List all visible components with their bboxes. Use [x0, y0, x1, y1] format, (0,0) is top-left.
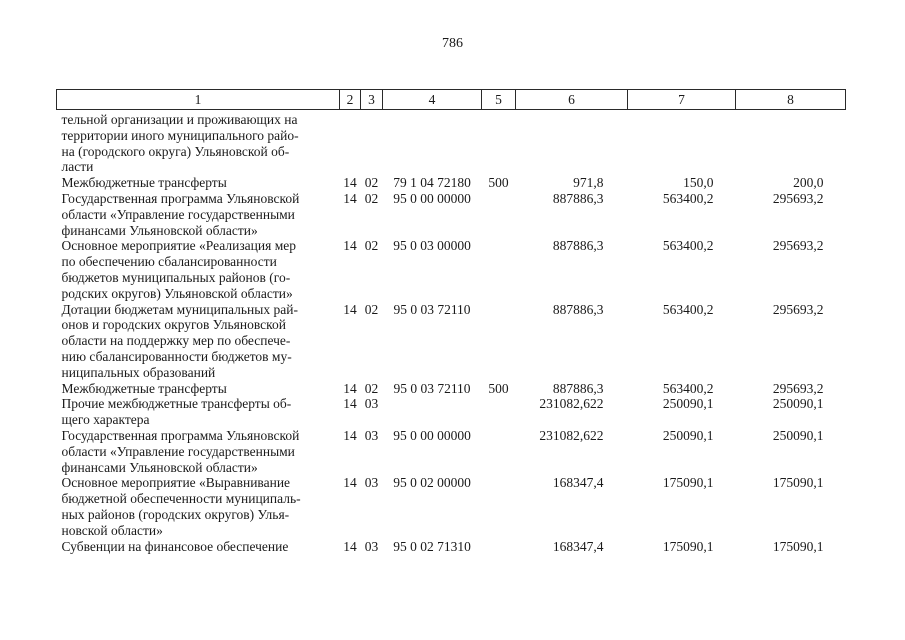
cell-expense-type	[482, 396, 516, 428]
cell-section: 14	[343, 238, 357, 254]
cell-subsection	[361, 110, 383, 176]
cell-section: 14	[343, 475, 357, 491]
cell-item-name	[57, 381, 340, 397]
item-name-line: области «Управление государственными	[61, 206, 295, 222]
column-header-4: 4	[383, 90, 482, 110]
cell-amount-col6: 231082,622	[539, 396, 604, 412]
cell-amount-col8: 250090,1	[772, 396, 824, 412]
item-name-line: Основное мероприятие «Выравнивание	[61, 475, 291, 491]
column-header-5: 5	[482, 90, 516, 110]
budget-table	[56, 89, 846, 554]
item-name-line: щего характера	[61, 412, 150, 428]
table-row	[57, 238, 846, 301]
table-row	[57, 381, 846, 397]
item-name-line: Дотации бюджетам муниципальных рай-	[61, 301, 298, 317]
cell-section: 14	[343, 427, 357, 443]
cell-target-article: 95 0 00 00000	[393, 427, 471, 443]
table-body	[57, 110, 846, 555]
cell-expense-type	[482, 475, 516, 538]
cell-amount-col8: 295693,2	[772, 190, 824, 206]
table-header	[57, 90, 846, 110]
cell-amount-col6: 887886,3	[552, 190, 604, 206]
cell-amount-col8: 175090,1	[772, 475, 824, 491]
cell-amount-col7: 175090,1	[662, 538, 714, 554]
column-header-1: 1	[57, 90, 340, 110]
cell-amount-col6: 887886,3	[552, 380, 604, 396]
cell-expense-type	[482, 428, 516, 475]
cell-amount-col6	[516, 110, 628, 176]
cell-expense-type	[482, 539, 516, 555]
item-name-line: финансами Ульяновской области»	[61, 222, 258, 238]
cell-amount-col7: 563400,2	[662, 301, 714, 317]
cell-target-article: 95 0 02 71310	[393, 538, 471, 554]
column-header-8: 8	[736, 90, 846, 110]
cell-target-article: 95 0 03 72110	[393, 301, 471, 317]
cell-subsection: 02	[364, 175, 379, 191]
cell-section	[340, 110, 361, 176]
cell-subsection: 03	[364, 427, 379, 443]
cell-subsection: 03	[364, 538, 379, 554]
cell-amount-col7	[628, 110, 736, 176]
cell-item-name	[57, 302, 340, 381]
cell-subsection: 02	[364, 190, 379, 206]
column-header-2: 2	[340, 90, 361, 110]
table-row	[57, 175, 846, 191]
cell-amount-col8: 250090,1	[772, 427, 824, 443]
cell-amount-col8: 175090,1	[772, 538, 824, 554]
cell-expense-type: 500	[488, 175, 509, 191]
cell-expense-type	[482, 110, 516, 176]
item-name-line: тельной организации и проживающих на	[61, 112, 298, 127]
cell-amount-col7: 175090,1	[662, 475, 714, 491]
cell-expense-type	[482, 191, 516, 238]
column-header-7: 7	[628, 90, 736, 110]
item-name-line: Межбюджетные трансферты	[61, 175, 227, 191]
item-name-line: финансами Ульяновской области»	[61, 459, 258, 475]
item-name-line: области «Управление государственными	[61, 443, 295, 459]
item-name-line: нию сбалансированности бюджетов му-	[61, 348, 292, 364]
cell-amount-col6: 971,8	[573, 175, 604, 191]
cell-amount-col6: 887886,3	[552, 238, 604, 254]
cell-amount-col8: 295693,2	[772, 238, 824, 254]
item-name-line: бюджетной обеспеченности муниципаль-	[61, 491, 301, 507]
item-name-line: ных районов (городских округов) Улья-	[61, 506, 290, 522]
cell-amount-col6: 168347,4	[552, 475, 604, 491]
cell-subsection: 03	[364, 475, 379, 491]
cell-amount-col6: 168347,4	[552, 538, 604, 554]
cell-subsection: 03	[364, 396, 379, 412]
cell-amount-col7: 150,0	[683, 175, 714, 191]
cell-subsection: 02	[364, 380, 379, 396]
cell-amount-col6: 887886,3	[552, 301, 604, 317]
cell-subsection: 02	[364, 238, 379, 254]
item-name-line: Государственная программа Ульяновской	[61, 190, 300, 206]
cell-amount-col7: 563400,2	[662, 380, 714, 396]
table-row	[57, 475, 846, 538]
table-row	[57, 396, 846, 428]
cell-amount-col7: 250090,1	[662, 396, 714, 412]
item-name-line: Субвенции на финансовое обеспечение	[61, 538, 289, 554]
table-row	[57, 302, 846, 381]
cell-item-name	[57, 191, 340, 238]
cell-subsection: 02	[364, 301, 379, 317]
cell-section: 14	[343, 396, 357, 412]
item-name-line: по обеспечению сбалансированности	[61, 254, 277, 270]
cell-target-article	[383, 396, 482, 428]
cell-item-name	[57, 110, 340, 176]
cell-target-article: 95 0 02 00000	[393, 475, 471, 491]
cell-section: 14	[343, 538, 357, 554]
cell-expense-type	[482, 302, 516, 381]
cell-target-article	[383, 110, 482, 176]
cell-amount-col7: 250090,1	[662, 427, 714, 443]
cell-amount-col7: 563400,2	[662, 238, 714, 254]
cell-amount-col8: 200,0	[793, 175, 824, 191]
item-name-line: области на поддержку мер по обеспече-	[61, 333, 291, 349]
cell-amount-col8: 295693,2	[772, 380, 824, 396]
column-header-6: 6	[516, 90, 628, 110]
cell-target-article: 95 0 00 00000	[393, 190, 471, 206]
cell-expense-type: 500	[488, 380, 509, 396]
item-name-line: ниципальных образований	[61, 364, 216, 380]
item-name-line: Межбюджетные трансферты	[61, 380, 227, 396]
cell-item-name	[57, 175, 340, 191]
item-name-line: Основное мероприятие «Реализация мер	[61, 238, 296, 254]
item-name-line: родских округов) Ульяновской области»	[61, 285, 293, 301]
table-row	[57, 191, 846, 238]
header-row	[57, 90, 846, 110]
cell-amount-col8: 295693,2	[772, 301, 824, 317]
column-header-3: 3	[361, 90, 383, 110]
cell-amount-col7: 563400,2	[662, 190, 714, 206]
cell-item-name	[57, 238, 340, 301]
page-number: 786	[442, 36, 463, 51]
cell-item-name	[57, 396, 340, 428]
table-row	[57, 110, 846, 176]
cell-section: 14	[343, 380, 357, 396]
item-name-line: новской области»	[61, 522, 163, 538]
item-name-line: территории иного муниципального райо-	[61, 127, 299, 143]
item-name-line: Прочие межбюджетные трансферты об-	[61, 396, 292, 412]
table-row	[57, 428, 846, 475]
cell-item-name	[57, 539, 340, 555]
table-row	[57, 539, 846, 555]
cell-amount-col6: 231082,622	[539, 427, 604, 443]
cell-amount-col8	[736, 110, 846, 176]
item-name-line: бюджетов муниципальных районов (го-	[61, 269, 291, 285]
cell-section: 14	[343, 301, 357, 317]
cell-target-article: 79 1 04 72180	[393, 175, 471, 191]
cell-expense-type	[482, 238, 516, 301]
cell-section: 14	[343, 175, 357, 191]
item-name-line: онов и городских округов Ульяновской	[61, 317, 286, 333]
item-name-line: ласти	[61, 159, 94, 175]
item-name-line: на (городского округа) Ульяновской об-	[61, 143, 290, 159]
cell-target-article: 95 0 03 72110	[393, 380, 471, 396]
cell-section: 14	[343, 190, 357, 206]
item-name-line: Государственная программа Ульяновской	[61, 427, 300, 443]
cell-target-article: 95 0 03 00000	[393, 238, 471, 254]
cell-item-name	[57, 428, 340, 475]
cell-item-name	[57, 475, 340, 538]
